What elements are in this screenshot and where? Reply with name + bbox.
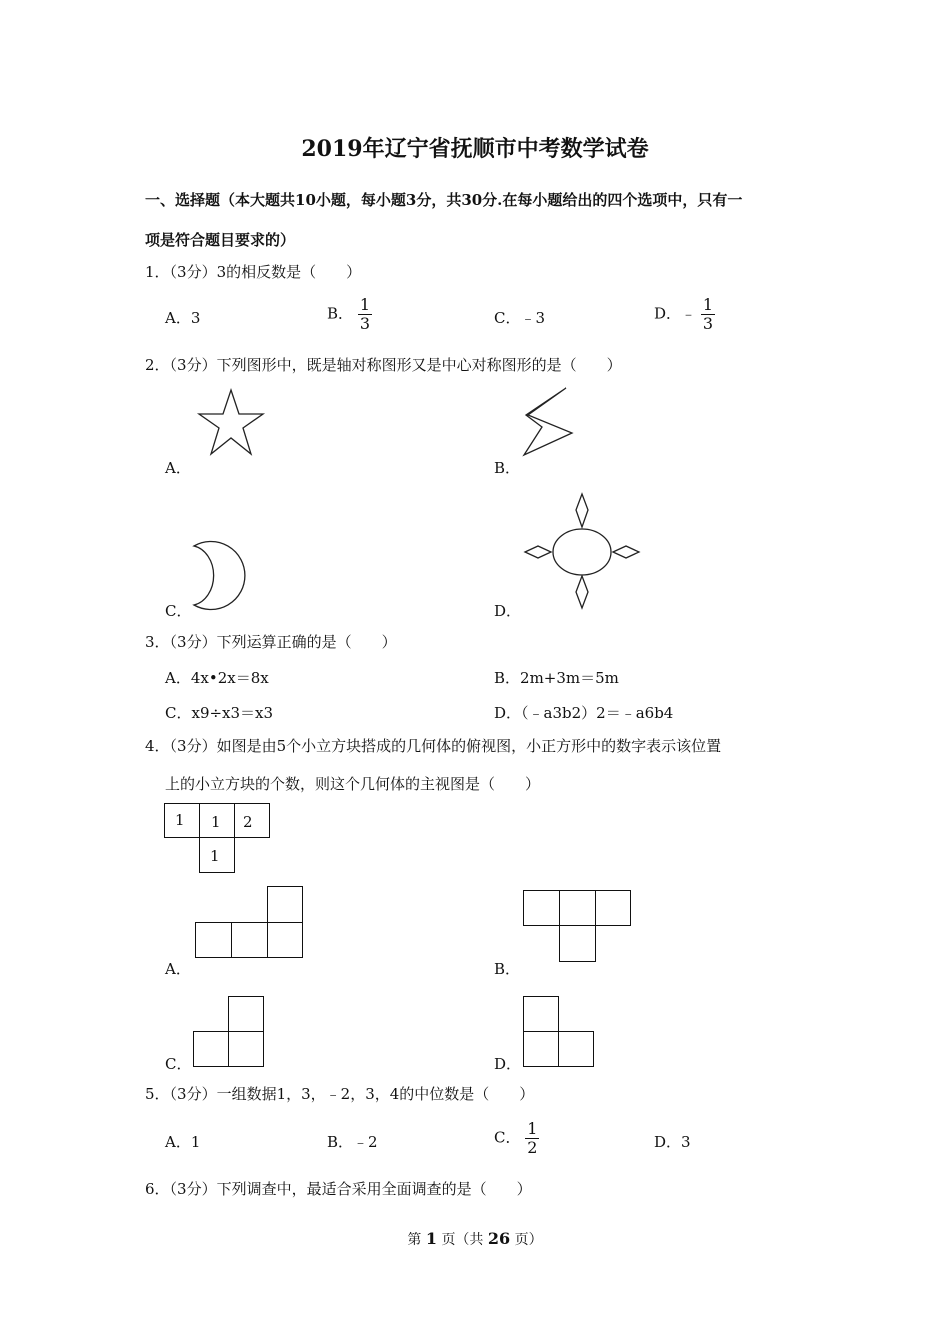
q3-option-c-label: C． — [165, 704, 192, 722]
q3-option-d-text: （﹣a3b2）2＝﹣a6b4 — [521, 704, 674, 722]
q4-option-a-front-view — [195, 886, 303, 958]
ellipse-with-diamonds-icon — [522, 492, 642, 612]
page-footer — [0, 1229, 950, 1249]
question-5-stem: 5．（3分）一组数据1，3，﹣2，3，4的中位数是（ ） — [145, 1085, 535, 1103]
section-heading-line1: 一、选择题（本大题共10小题，每小题3分，共30分.在每小题给出的四个选项中，只有一 — [145, 191, 743, 209]
q1-b-denominator: 3 — [359, 314, 370, 333]
question-6-stem: 6．（3分）下列调查中，最适合采用全面调查的是（ ） — [145, 1180, 532, 1198]
q1-option-c — [494, 307, 545, 328]
front-view-cell — [193, 1031, 229, 1067]
q3-option-a-label: A． — [165, 669, 191, 687]
q3-option-d-label: D． — [494, 704, 522, 722]
top-view-number: 1 — [175, 811, 185, 829]
q1-option-c-text: ﹣3 — [520, 309, 546, 327]
q3-option-c — [165, 702, 273, 723]
q4-option-d-front-view — [523, 996, 595, 1067]
q4-option-a-label: A． — [165, 960, 191, 978]
q3-option-d — [494, 702, 673, 723]
q5-option-d — [654, 1131, 691, 1152]
q5-option-b-label: B． — [327, 1133, 354, 1151]
q3-option-b — [494, 667, 619, 688]
q5-option-c — [494, 1120, 539, 1157]
q3-option-a — [165, 667, 269, 688]
lightning-icon — [520, 385, 580, 457]
q1-option-b — [327, 296, 372, 333]
q1-option-d-sign: ﹣ — [681, 304, 697, 323]
q2-option-b-label: B． — [494, 459, 521, 477]
front-view-cell — [559, 890, 596, 926]
q3-option-c-text: x9÷x3＝x3 — [191, 704, 274, 722]
question-3-stem: 3．（3分）下列运算正确的是（ ） — [145, 633, 397, 651]
q5-option-d-label: D． — [654, 1133, 682, 1151]
question-4-stem-line1: 4．（3分）如图是由5个小立方块搭成的几何体的俯视图，小正方形中的数字表示该位置 — [145, 737, 722, 755]
star-icon — [195, 388, 267, 460]
q5-option-a — [165, 1131, 200, 1152]
front-view-cell — [267, 922, 303, 958]
q1-option-c-label: C． — [494, 309, 521, 327]
front-view-cell — [267, 886, 303, 923]
q2-option-c-label: C． — [165, 602, 192, 620]
q3-option-b-label: B． — [494, 669, 521, 687]
top-view-number: 1 — [211, 813, 221, 831]
front-view-cell — [228, 996, 264, 1032]
q1-b-numerator: 1 — [359, 295, 370, 314]
q5-option-c-fraction — [525, 1120, 539, 1157]
crescent-moon-icon — [190, 538, 260, 612]
q1-option-a-text: 3 — [190, 309, 201, 327]
question-4-stem-line2: 上的小立方块的个数，则这个几何体的主视图是（ ） — [165, 775, 541, 793]
top-view-number: 2 — [243, 813, 253, 831]
q1-option-a — [165, 307, 200, 328]
footer-mid: 页（共 — [441, 1232, 484, 1248]
front-view-cell — [195, 922, 232, 958]
footer-page-number: 1 — [425, 1229, 437, 1248]
front-view-cell — [595, 890, 631, 926]
q5-option-a-text: 1 — [190, 1133, 201, 1151]
q2-option-a-label: A． — [165, 459, 191, 477]
q3-option-a-text: 4x•2x＝8x — [190, 669, 269, 687]
q4-option-c-front-view — [193, 996, 265, 1067]
q4-option-c-label: C． — [165, 1055, 192, 1073]
q5-c-numerator: 1 — [527, 1119, 538, 1138]
q5-c-denominator: 2 — [527, 1138, 538, 1157]
front-view-cell — [231, 922, 268, 958]
footer-suffix: 页） — [514, 1232, 543, 1248]
q1-option-d — [654, 296, 715, 333]
q1-option-d-label: D． — [654, 304, 682, 323]
q5-option-c-label: C． — [494, 1128, 521, 1147]
footer-prefix: 第 — [407, 1232, 422, 1248]
q5-option-d-text: 3 — [681, 1133, 691, 1151]
front-view-cell — [523, 1031, 559, 1067]
front-view-cell — [558, 1031, 594, 1067]
top-view-grid — [164, 803, 270, 873]
q1-option-a-label: A． — [165, 309, 191, 327]
q5-option-b-text: ﹣2 — [353, 1133, 378, 1151]
top-view-number: 1 — [210, 847, 220, 865]
q1-option-d-fraction — [701, 296, 715, 333]
question-1-stem: 1．（3分）3的相反数是（ ） — [145, 263, 362, 281]
q4-option-b-front-view — [523, 890, 631, 962]
front-view-cell — [523, 996, 559, 1032]
q1-option-b-label: B． — [327, 304, 354, 323]
q4-option-d-label: D． — [494, 1055, 522, 1073]
front-view-cell — [228, 1031, 264, 1067]
q5-option-a-label: A． — [165, 1133, 191, 1151]
q5-option-b — [327, 1131, 378, 1152]
section-heading-line2: 项是符合题目要求的） — [145, 231, 296, 249]
front-view-cell — [523, 890, 560, 926]
question-2-stem: 2．（3分）下列图形中，既是轴对称图形又是中心对称图形的是（ ） — [145, 356, 622, 374]
footer-total-pages: 26 — [487, 1229, 511, 1248]
page-title: 2019年辽宁省抚顺市中考数学试卷 — [301, 136, 649, 162]
q1-d-denominator: 3 — [702, 314, 714, 333]
front-view-cell — [559, 925, 596, 962]
q4-option-b-label: B． — [494, 960, 521, 978]
q2-option-d-label: D． — [494, 602, 522, 620]
q1-d-numerator: 1 — [702, 295, 714, 314]
q1-option-b-fraction — [358, 296, 372, 333]
q3-option-b-text: 2m+3m＝5m — [520, 669, 619, 687]
